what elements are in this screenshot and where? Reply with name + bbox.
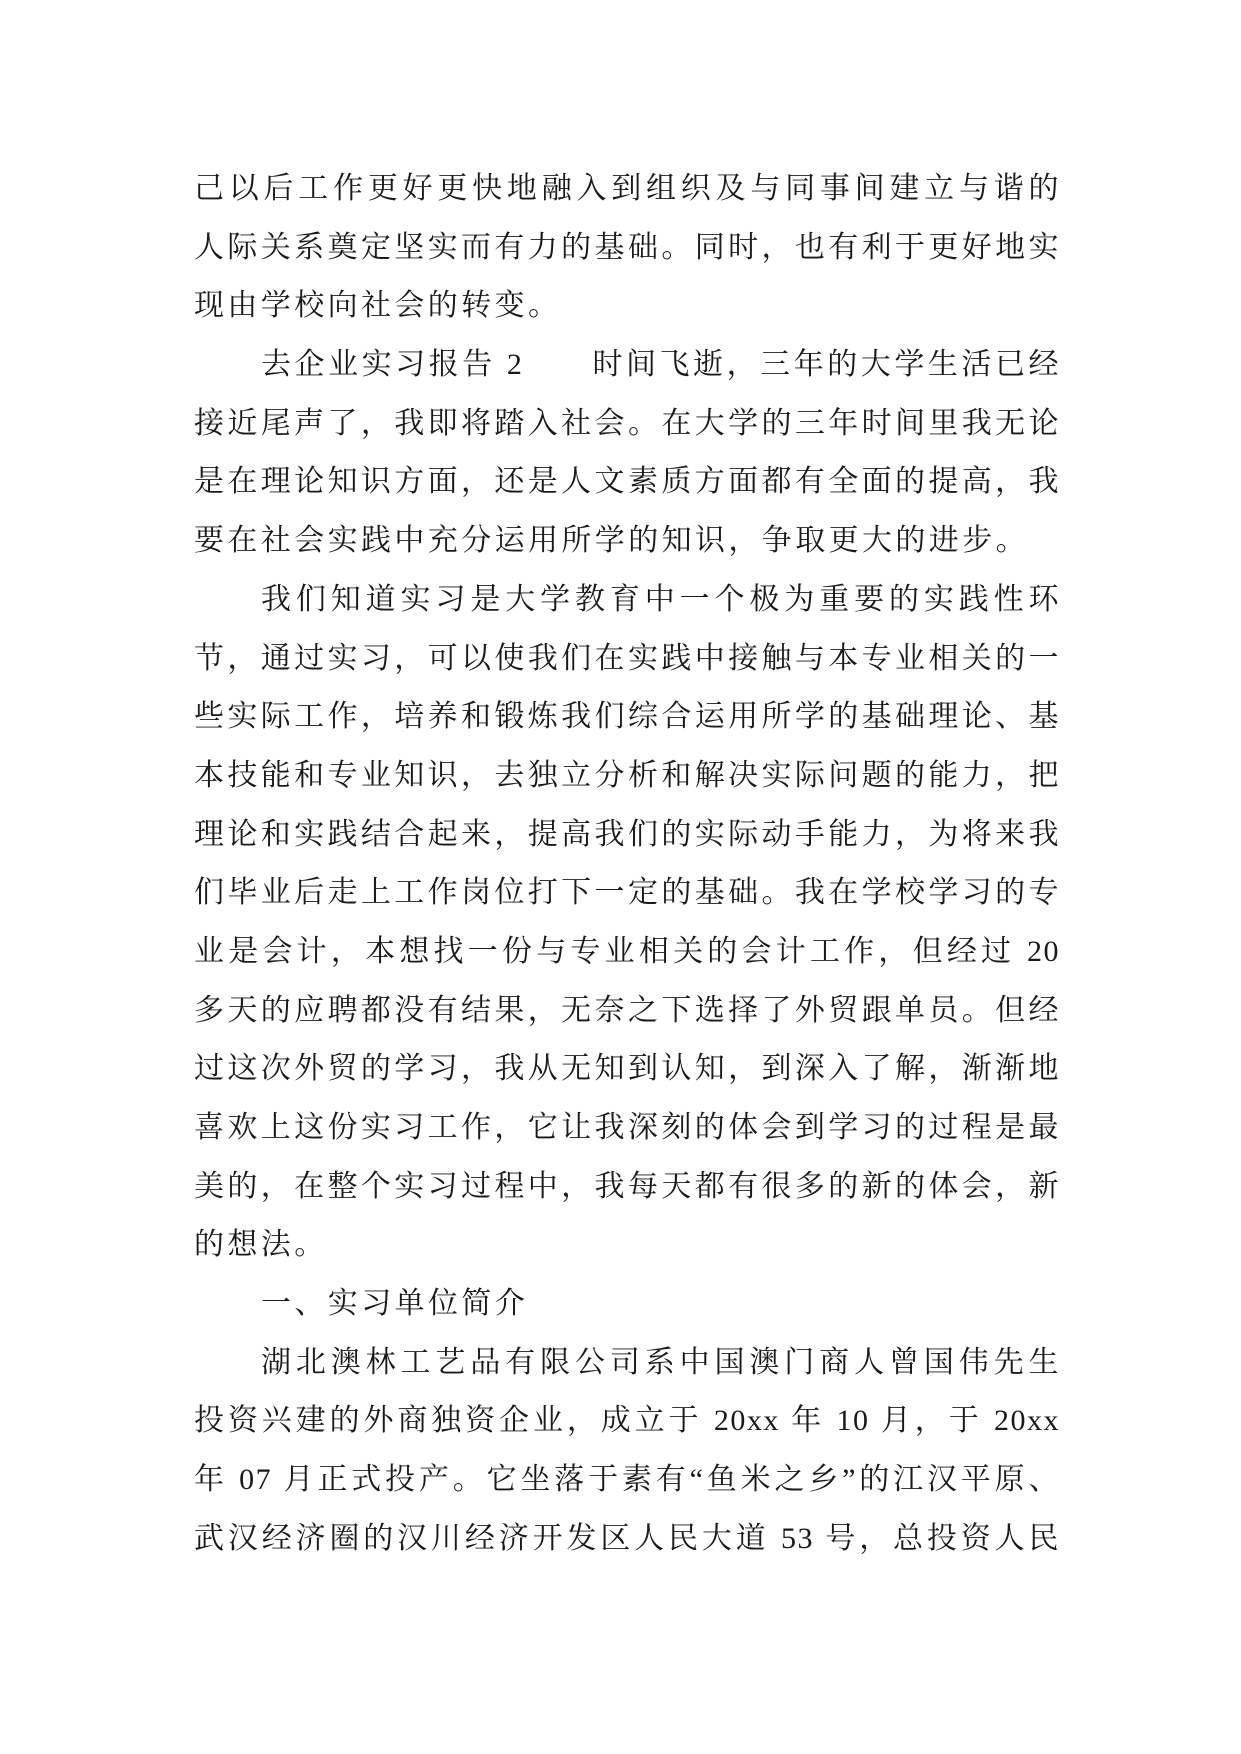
text-line: 美的，在整个实习过程中，我每天都有很多的新的体会，新 <box>194 1169 1060 1203</box>
text-line: 己以后工作更好更快地融入到组织及与同事间建立与谐的 <box>194 172 1060 205</box>
text-line: 些实际工作，培养和锻炼我们综合运用所学的基础理论、基 <box>194 700 1060 734</box>
text-line: 节，通过实习，可以使我们在实践中接触与本专业相关的一 <box>194 641 1060 675</box>
paragraph <box>194 1334 1060 1569</box>
text-line: 过这次外贸的学习，我从无知到认知，到深入了解，渐渐地 <box>194 1052 1060 1086</box>
text-line: 喜欢上这份实习工作，它让我深刻的体会到学习的过程是最 <box>194 1111 1060 1144</box>
text-line: 业是会计，本想找一份与专业相关的会计工作，但经过 20 <box>194 934 1060 968</box>
text-line: 投资兴建的外商独资企业，成立于 20xx 年 10 月，于 20xx <box>194 1404 1060 1438</box>
text-line: 人际关系奠定坚实而有力的基础。同时，也有利于更好地实 <box>194 230 1060 264</box>
text-line: 湖北澳林工艺品有限公司系中国澳门商人曾国伟先生 <box>261 1345 1060 1379</box>
document-page <box>194 160 1060 1569</box>
text-line: 多天的应聘都没有结果，无奈之下选择了外贸跟单员。但经 <box>194 993 1060 1027</box>
text-line: 是在理论知识方面，还是人文素质方面都有全面的提高，我 <box>194 465 1060 499</box>
paragraph <box>194 336 1060 571</box>
text-line: 去企业实习报告 2 时间飞逝，三年的大学生活已经 <box>261 348 1060 382</box>
text-line: 现由学校向社会的转变。 <box>194 289 562 323</box>
text-line: 要在社会实践中充分运用所学的知识，争取更大的进步。 <box>194 524 1029 558</box>
text-line: 年 07 月正式投产。它坐落于素有“鱼米之乡”的江汉平原、 <box>194 1463 1060 1497</box>
text-line: 理论和实践结合起来，提高我们的实际动手能力，为将来我 <box>194 817 1060 851</box>
text-line: 的想法。 <box>194 1228 328 1262</box>
section-heading <box>194 1275 1060 1334</box>
heading-text: 一、实习单位简介 <box>261 1287 529 1321</box>
text-line: 武汉经济圈的汉川经济开发区人民大道 53 号，总投资人民 <box>194 1521 1060 1555</box>
text-line: 本技能和专业知识，去独立分析和解决实际问题的能力，把 <box>194 758 1060 792</box>
text-line: 们毕业后走上工作岗位打下一定的基础。我在学校学习的专 <box>194 876 1060 910</box>
text-line: 我们知道实习是大学教育中一个极为重要的实践性环 <box>261 582 1060 616</box>
text-line: 接近尾声了，我即将踏入社会。在大学的三年时间里我无论 <box>194 406 1060 440</box>
paragraph <box>194 160 1060 336</box>
paragraph <box>194 571 1060 1275</box>
